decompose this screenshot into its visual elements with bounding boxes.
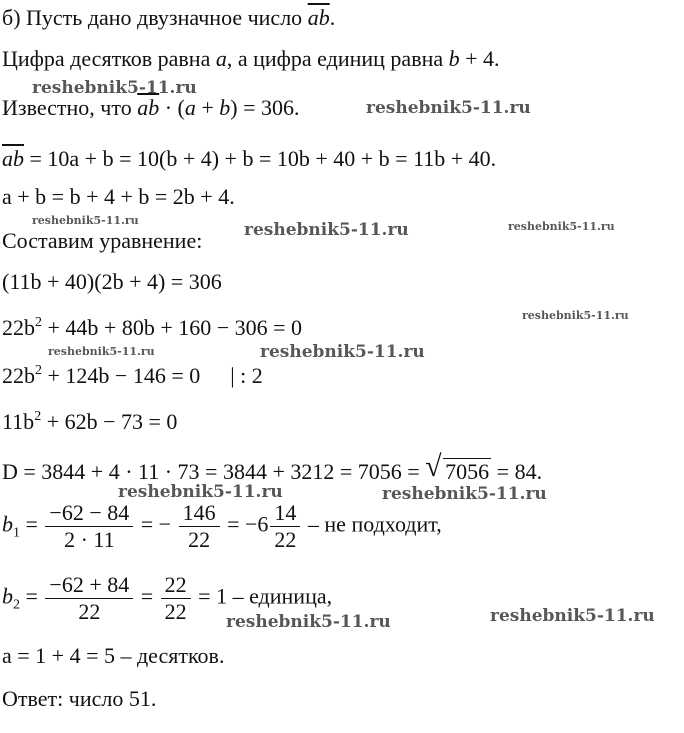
watermark: reshebnik5-11.ru	[260, 342, 425, 362]
line-7-equation: (11b + 40)(2b + 4) = 306	[2, 269, 222, 294]
line-9-part-1: 22b	[2, 363, 35, 388]
numerator: 146	[179, 500, 220, 527]
line-1-text: б) Пусть дано двузначное число	[2, 5, 308, 30]
line-12-b1	[2, 500, 442, 553]
var-b: b	[2, 511, 13, 537]
equals: =	[135, 583, 159, 609]
line-15	[2, 685, 156, 713]
line-3-text-4: ) = 306.	[230, 95, 300, 120]
var-a: a	[184, 95, 196, 120]
line-5-equation: a + b = b + 4 + b = 2b + 4.	[2, 184, 235, 209]
fraction-2	[179, 500, 220, 553]
line-10	[2, 408, 177, 436]
line-1-end: .	[329, 5, 336, 30]
sqrt-sign: √	[425, 450, 442, 483]
fraction-2	[161, 572, 191, 625]
exponent: 2	[35, 363, 42, 378]
watermark: reshebnik5-11.ru	[382, 484, 547, 504]
number-ab: $\overline{ab}$	[137, 95, 160, 120]
mixed-whole: = −6	[221, 511, 269, 537]
line-14	[2, 642, 224, 670]
denominator: 22	[274, 527, 297, 552]
fraction-3	[270, 500, 300, 553]
equals-minus: = −	[135, 511, 177, 537]
watermark: reshebnik5-11.ru	[32, 214, 139, 227]
discriminant-equation: D = 3844 + 4 · 11 · 73 = 3844 + 3212 = 7056 =	[2, 459, 426, 484]
not-suitable-note: – не подходит,	[302, 511, 442, 537]
exponent: 2	[35, 315, 42, 330]
line-7	[2, 268, 222, 296]
fraction-1	[45, 500, 133, 553]
number-ab: $\overline{ab}$	[307, 5, 330, 30]
watermark: reshebnik5-11.ru	[48, 345, 155, 358]
var-b: b	[219, 95, 231, 120]
line-10-part-2: + 62b − 73 = 0	[41, 409, 178, 434]
line-8	[2, 314, 302, 342]
fraction-1	[45, 572, 133, 625]
units-note: = 1 – единица,	[192, 583, 333, 609]
answer: Ответ: число 51.	[2, 686, 157, 711]
line-9	[2, 362, 263, 390]
var-b: b	[448, 46, 460, 71]
denominator: 2 · 11	[64, 527, 115, 552]
line-9-part-2: + 124b − 146 = 0	[42, 363, 201, 388]
line-3-text-1: Известно, что	[2, 95, 138, 120]
watermark: reshebnik5-11.ru	[244, 220, 409, 240]
line-4-equation: = 10a + b = 10(b + 4) + b = 10b + 40 + b = 11b + 40.	[24, 146, 497, 171]
line-5	[2, 183, 235, 211]
var-a: a	[215, 46, 227, 71]
denominator: 22	[78, 599, 101, 624]
equals: =	[20, 511, 44, 537]
watermark: reshebnik5-11.ru	[118, 482, 283, 502]
subscript: 2	[13, 597, 20, 613]
line-1	[2, 4, 335, 32]
watermark: reshebnik5-11.ru	[490, 606, 655, 626]
line-3-text-2: · (	[159, 95, 185, 120]
numerator: 14	[270, 500, 300, 527]
watermark: reshebnik5-11.ru	[522, 309, 629, 322]
line-6	[2, 227, 202, 255]
line-3-text-3: +	[195, 95, 220, 120]
watermark: reshebnik5-11.ru	[226, 612, 391, 632]
discriminant-result: = 84.	[491, 459, 543, 484]
denominator: 22	[188, 527, 211, 552]
radicand: 7056	[445, 459, 490, 484]
line-2-text-1: Цифра десятков равна	[2, 46, 216, 71]
line-8-part-2: + 44b + 80b + 160 − 306 = 0	[42, 315, 303, 340]
line-2-text-3: + 4.	[459, 46, 500, 71]
tens-equation: a = 1 + 4 = 5 – десятков.	[2, 643, 225, 668]
equals: =	[20, 583, 44, 609]
subscript: 1	[13, 525, 20, 541]
line-3	[2, 94, 300, 122]
line-10-part-1: 11b	[2, 409, 35, 434]
line-2	[2, 45, 500, 73]
line-6-text: Составим уравнение:	[2, 228, 203, 253]
divide-by-2-note: | : 2	[230, 363, 263, 388]
numerator: −62 + 84	[45, 572, 133, 599]
watermark: reshebnik5-11.ru	[32, 78, 197, 98]
line-2-text-2: , а цифра единиц равна	[226, 46, 449, 71]
exponent: 2	[34, 409, 42, 424]
watermark: reshebnik5-11.ru	[366, 98, 531, 118]
line-4	[2, 145, 496, 173]
denominator: 22	[164, 599, 187, 624]
numerator: 22	[161, 572, 191, 599]
line-8-part-1: 22b	[2, 315, 35, 340]
number-ab: $\overline{ab}$	[2, 146, 24, 171]
numerator: −62 − 84	[45, 500, 133, 527]
square-root	[425, 450, 491, 486]
var-b: b	[2, 583, 13, 609]
watermark: reshebnik5-11.ru	[508, 220, 615, 233]
